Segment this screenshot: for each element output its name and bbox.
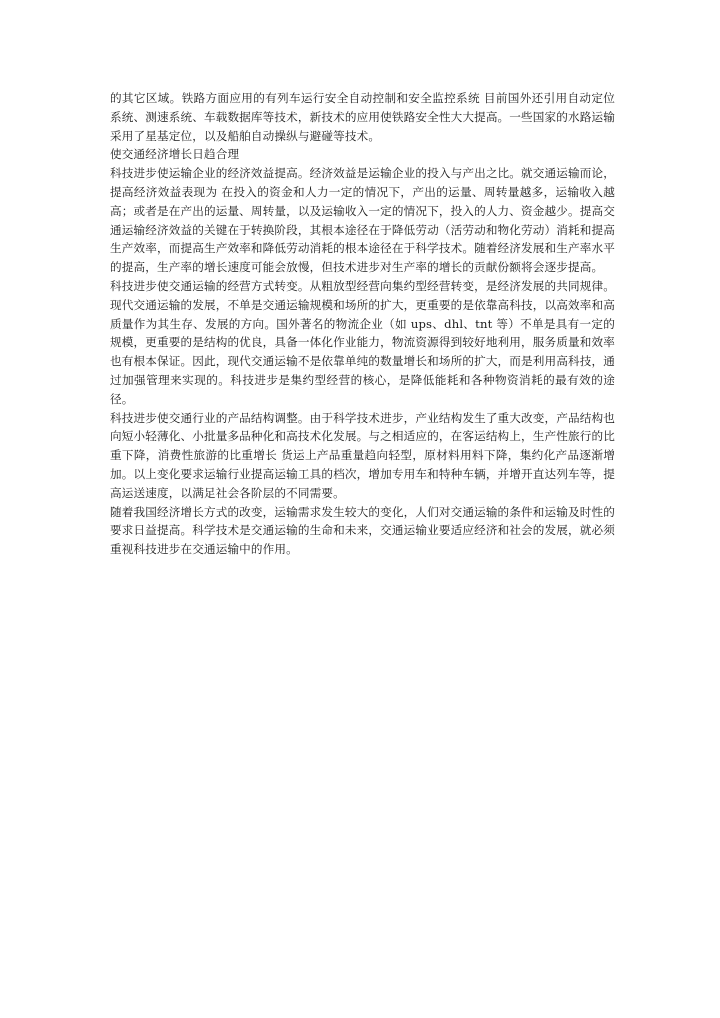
paragraph-business-mode: 科技进步使交通运输的经营方式转变。从粗放型经营向集约型经营转变，是经济发展的共同规律。现代交通运输的发展，不单是交通运输规模和场所的扩大，更重要的是依靠高科技，以高效率和高质量作为其生存、发展的方向。国外著名的物流企业（如 ups、dhl、tnt 等）不单是具有一定的规模，更重要的是结构的优良，具备一体化作业能力，物流资源得到较好地利用，服务质量和效率也有根本保证。因此，现代交通运输不是依靠单纯的数量增长和场所的扩大，而是利用高科技，通过加强管理来实现的。科技进步是集约型经营的核心，是降低能耗和各种物资消耗的最有效的途径。 — [110, 278, 615, 406]
paragraph-product-structure: 科技进步使交通行业的产品结构调整。由于科学技术进步，产业结构发生了重大改变，产品结构也向短小轻薄化、小批量多品种化和高技术化发展。与之相适应的，在客运结构上，生产性旅行的比重下降，消费性旅游的比重增长 货运上产品重量趋向轻型，原材料用料下降，集约化产品逐渐增加。以上变化要求运输行业提高运输工具的档次，增加专用车和特种车辆，并增开直达列车等，提高运送速度，以满足社会各阶层的不同需要。 — [110, 410, 615, 500]
paragraph-railway-tech: 的其它区域。铁路方面应用的有列车运行安全自动控制和安全监控系统 目前国外还引用自动定位系统、测速系统、车载数据库等技术，新技术的应用使铁路安全性大大提高。一些国家的水路运输采用了星基定位，以及船舶自动操纵与避碰等技术。 — [110, 91, 615, 143]
paragraph-economic-benefit: 科技进步使运输企业的经济效益提高。经济效益是运输企业的投入与产出之比。就交通运输而论，提高经济效益表现为 在投入的资金和人力一定的情况下，产出的运量、周转量越多，运输收入越高；或者是在产出的运量、周转量，以及运输收入一定的情况下，投入的人力、资金越少。提高交通运输经济效益的关键在于转换阶段，其根本途径在于降低劳动（活劳动和物化劳动）消耗和提高生产效率，而提高生产效率和降低劳动消耗的根本途径在于科学技术。随着经济发展和生产率水平的提高，生产率的增长速度可能会放慢，但技术进步对生产率的增长的贡献份额将会逐步提高。 — [110, 166, 615, 275]
paragraph-conclusion: 随着我国经济增长方式的改变，运输需求发生较大的变化，人们对交通运输的条件和运输及时性的要求日益提高。科学技术是交通运输的生命和未来，交通运输业要适应经济和社会的发展，就必须重视科技进步在交通运输中的作用。 — [110, 504, 615, 557]
section-heading: 使交通经济增长日趋合理 — [110, 147, 240, 162]
document-body — [110, 89, 615, 559]
